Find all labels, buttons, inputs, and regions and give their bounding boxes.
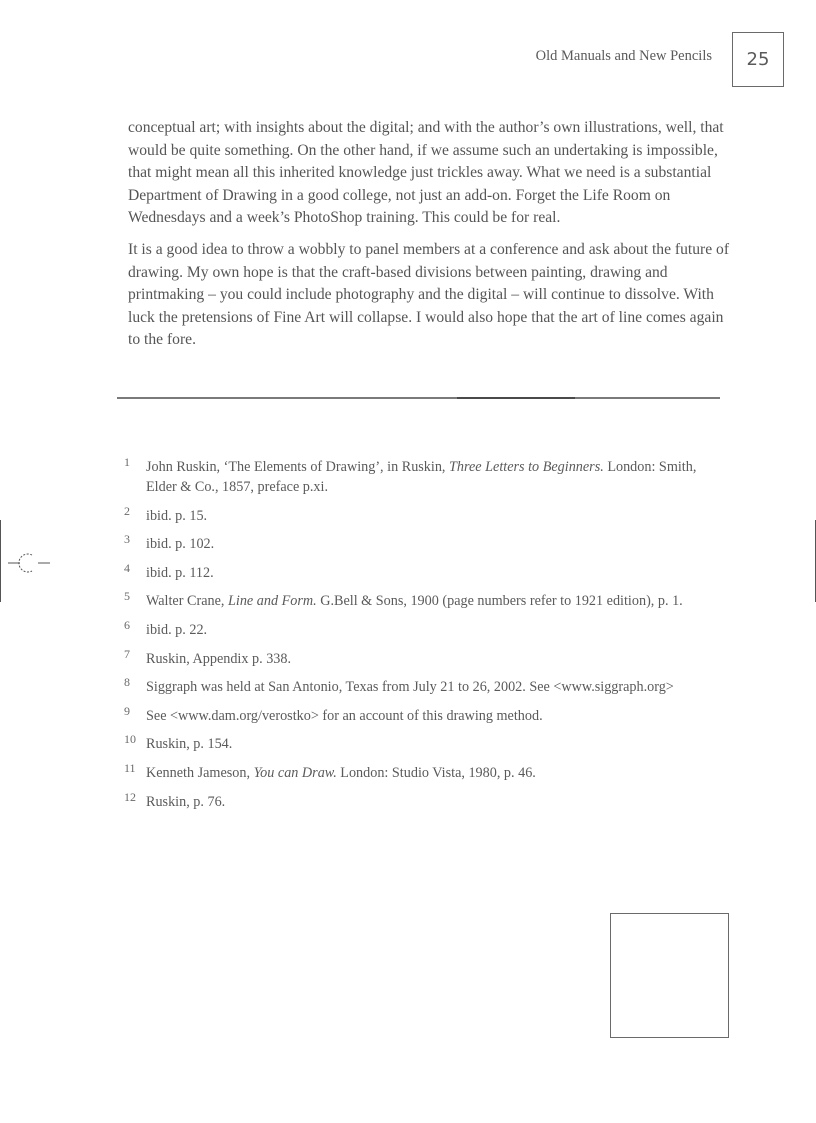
endnote-text: See <www.dam.org/verostko> for an account of this drawing method. bbox=[146, 707, 543, 724]
empty-frame bbox=[610, 913, 729, 1038]
endnote-number: 6 bbox=[124, 617, 130, 632]
endnote bbox=[124, 760, 724, 783]
endnote-text: Ruskin, p. 76. bbox=[146, 793, 226, 810]
endnote-title: Line and Form. bbox=[227, 593, 317, 610]
section-divider-accent bbox=[457, 397, 575, 399]
endnote-number: 1 bbox=[124, 455, 130, 469]
crop-mark-left bbox=[0, 520, 1, 602]
endnotes-list bbox=[124, 457, 724, 820]
endnote bbox=[124, 617, 724, 640]
endnote-number: 8 bbox=[124, 675, 130, 690]
endnote-number: 3 bbox=[124, 532, 130, 547]
endnote-text: Ruskin, Appendix p. 338. bbox=[146, 650, 292, 667]
endnote-number: 2 bbox=[124, 503, 130, 518]
endnote-number: 11 bbox=[124, 760, 136, 775]
endnote-number: 5 bbox=[124, 589, 130, 604]
endnote bbox=[124, 591, 724, 611]
endnote bbox=[124, 503, 724, 526]
endnote bbox=[124, 457, 724, 497]
endnote-text: Siggraph was held at San Antonio, Texas from July 21 to 26, 2002. See <www.siggraph.org> bbox=[146, 679, 674, 696]
endnote bbox=[124, 534, 724, 554]
running-title: Old Manuals and New Pencils bbox=[535, 48, 712, 64]
endnote-title: Three Letters to Beginners. bbox=[449, 459, 604, 475]
endnote bbox=[124, 646, 724, 669]
crop-registration-icon bbox=[8, 548, 50, 578]
endnote-text: Kenneth Jameson, You can Draw. London: Studio Vista, 1980, p. 46. bbox=[146, 764, 536, 781]
body-paragraph: It is a good idea to throw a wobbly to panel members at a conference and ask about the future of drawing. My own hope is that the craft-based divisions between painting, drawing and printmaking – you could include photography and the digital – will continue to dissolve. With luck the pretensions of Fine Art will collapse. I would also hope that the art of line comes again to the fore. bbox=[128, 240, 730, 349]
endnote-text: ibid. p. 15. bbox=[146, 507, 208, 524]
endnote-text: ibid. p. 22. bbox=[146, 621, 208, 638]
endnote-text: John Ruskin, ‘The Elements of Drawing’, in Ruskin, Three Letters to Beginners. London: Smith, Elder & Co., 1857, preface p.xi. bbox=[146, 459, 697, 495]
endnote-number: 9 bbox=[124, 703, 130, 718]
endnote bbox=[124, 677, 724, 697]
body-text bbox=[128, 117, 732, 361]
body-paragraph: conceptual art; with insights about the digital; and with the author’s own illustrations, well, that would be quite something. On the other hand, if we assume such an undertaking is impossible, that might mean all this inherited knowledge just trickles away. What we need is a substantial Department of Drawing in a good college, not just an add-on. Forget the Life Room on Wednesdays and a week’s PhotoShop training. This could be for real. bbox=[128, 119, 724, 227]
endnote-text: ibid. p. 112. bbox=[146, 564, 214, 581]
endnote-number: 12 bbox=[124, 789, 136, 804]
endnote-text: ibid. p. 102. bbox=[146, 536, 215, 553]
page-number bbox=[732, 32, 784, 87]
page-number-text: 25 bbox=[746, 49, 770, 70]
endnote bbox=[124, 560, 724, 583]
endnote bbox=[124, 703, 724, 726]
endnote bbox=[124, 734, 724, 754]
section-divider bbox=[117, 397, 720, 399]
endnote-number: 10 bbox=[124, 732, 136, 747]
endnote bbox=[124, 789, 724, 812]
endnote-title: You can Draw. bbox=[253, 764, 337, 781]
endnote-text: Ruskin, p. 154. bbox=[146, 736, 233, 753]
endnote-number: 4 bbox=[124, 560, 130, 575]
endnote-number: 7 bbox=[124, 646, 130, 661]
endnote-text: Walter Crane, Line and Form. G.Bell & Sons, 1900 (page numbers refer to 1921 edition), p. 1. bbox=[146, 593, 683, 610]
